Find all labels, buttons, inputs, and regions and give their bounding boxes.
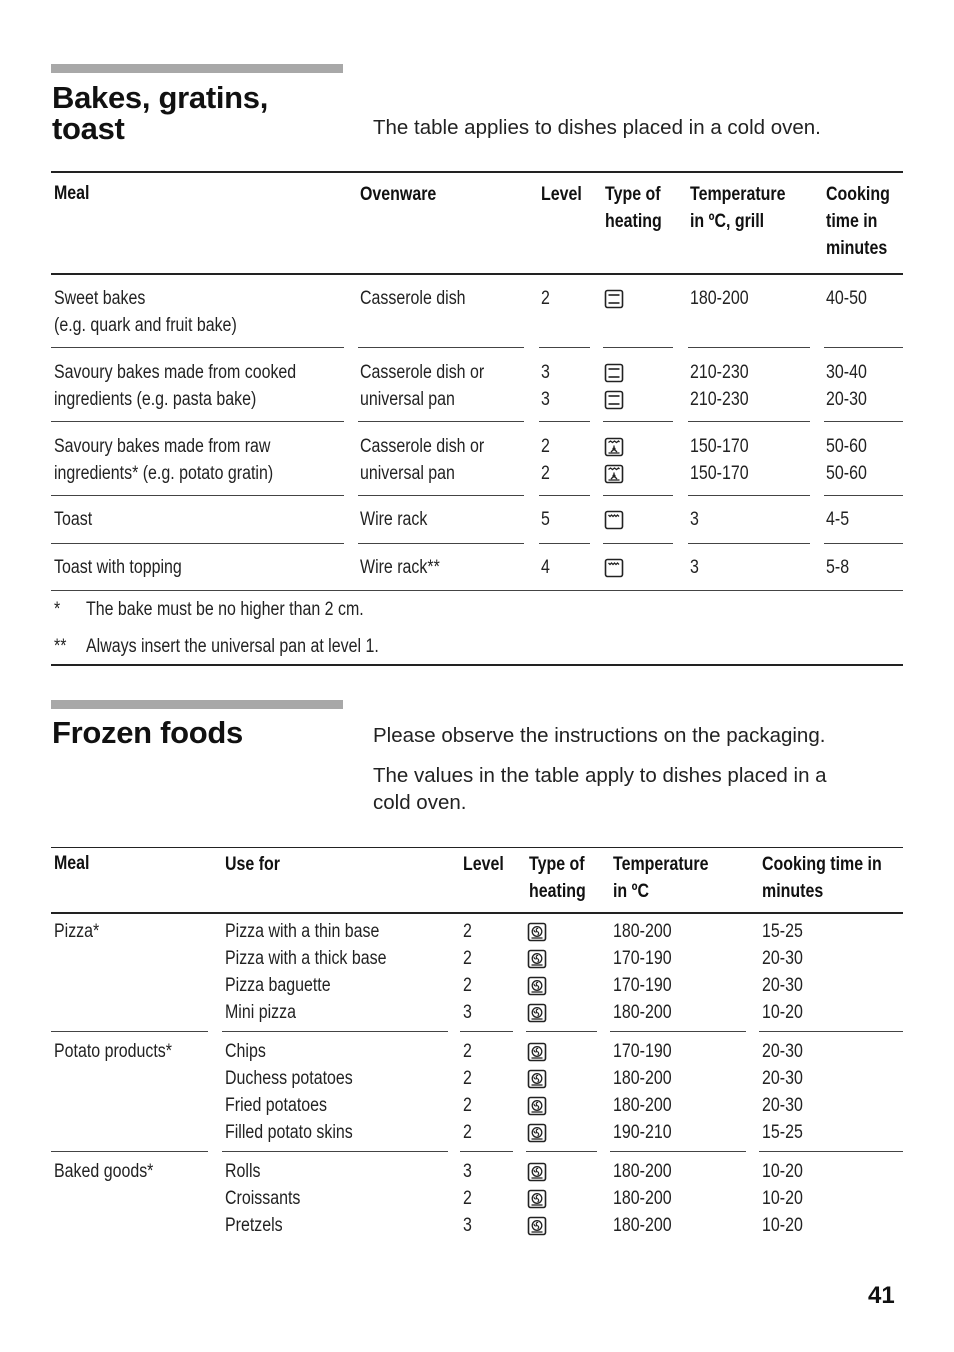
- cell-ovenware: Wire rack**: [360, 557, 440, 578]
- cell-use-for: Pizza baguette: [225, 975, 331, 996]
- header-line: Cooking: [826, 184, 890, 205]
- cell-cooking-time: 20-30: [762, 1068, 803, 1089]
- section-title-line: Bakes, gratins,: [52, 80, 269, 115]
- cell-ovenware: universal pan: [360, 388, 455, 410]
- header-line: in ºC, grill: [690, 210, 765, 232]
- cell-temps: 3: [690, 509, 699, 530]
- top-bottom-heat-icon: [604, 390, 624, 410]
- cell-levels: 3: [541, 388, 550, 410]
- cell-use-for: Mini pizza: [225, 1002, 296, 1023]
- cell-temperature: 170-190: [613, 948, 672, 969]
- top-bottom-heat-icon: [604, 289, 624, 309]
- cell-temperature: 180-200: [613, 1095, 672, 1116]
- row-separator: [688, 543, 810, 544]
- section-title-frozen: Frozen foods: [52, 715, 243, 750]
- cell-use-for: Filled potato skins: [225, 1122, 353, 1143]
- cell-times: 20-30: [826, 388, 867, 410]
- cell-use-for: Pizza with a thick base: [225, 948, 387, 969]
- row-separator: [539, 543, 590, 544]
- row-separator: [539, 347, 590, 348]
- hot-air-icon: [527, 1123, 547, 1143]
- frozen-intro-text: Please observe the instructions on the packaging.: [373, 724, 826, 747]
- section-title-line: toast: [52, 111, 125, 146]
- hot-air-icon: [527, 1162, 547, 1182]
- grill-icon: [604, 558, 624, 578]
- col-header-temperature: [690, 182, 785, 236]
- row-separator: [358, 421, 524, 422]
- cell-use-for: Croissants: [225, 1188, 301, 1209]
- hot-air-icon: [527, 1069, 547, 1089]
- hot-air-icon: [527, 922, 547, 942]
- cell-temps: 150-170: [690, 462, 749, 484]
- cell-level: 2: [463, 1068, 472, 1089]
- cell-cooking-time: 20-30: [762, 975, 803, 996]
- col-header-cooking-time: [826, 182, 890, 262]
- cell-cooking-time: 10-20: [762, 1002, 803, 1023]
- table-top-rule: [51, 171, 903, 173]
- row-separator: [824, 495, 903, 496]
- header-line: time in: [826, 210, 878, 232]
- hot-air-icon: [527, 1096, 547, 1116]
- hot-air-icon: [527, 1216, 547, 1236]
- row-separator: [51, 1151, 208, 1152]
- cell-cooking-time: 10-20: [762, 1188, 803, 1209]
- row-separator: [51, 347, 344, 348]
- cell-level: 2: [463, 1041, 472, 1062]
- cell-use-for: Duchess potatoes: [225, 1068, 353, 1089]
- row-separator: [610, 1151, 746, 1152]
- row-separator: [539, 495, 590, 496]
- row-separator: [824, 543, 903, 544]
- header-line: Type of: [605, 184, 661, 205]
- cell-temperature: 190-210: [613, 1122, 672, 1143]
- footnote-text: Always insert the universal pan at level 1.: [86, 636, 379, 657]
- cell-levels: 2: [541, 462, 550, 484]
- row-separator: [603, 347, 673, 348]
- header-line: Temperature: [613, 854, 709, 875]
- row-separator: [222, 1151, 448, 1152]
- row-separator: [526, 1151, 597, 1152]
- row-separator: [51, 1031, 208, 1032]
- cell-levels: 4: [541, 557, 550, 578]
- cell-temperature: 180-200: [613, 1188, 672, 1209]
- row-separator: [688, 347, 810, 348]
- row-separator: [460, 1031, 513, 1032]
- header-line: Temperature: [690, 184, 786, 205]
- cell-ovenware: Casserole dish or: [360, 436, 485, 457]
- header-line: heating: [605, 210, 662, 232]
- cell-meal: Pizza*: [54, 921, 100, 942]
- cell-times: 30-40: [826, 362, 867, 383]
- col-header-cooking-time: [762, 852, 882, 906]
- row-separator: [358, 347, 524, 348]
- cell-cooking-time: 10-20: [762, 1161, 803, 1182]
- row-separator: [526, 1031, 597, 1032]
- cell-meal: ingredients (e.g. pasta bake): [54, 388, 257, 410]
- cell-times: 50-60: [826, 436, 867, 457]
- header-line: Cooking time in: [762, 854, 882, 875]
- footnote-mark: **: [54, 636, 67, 657]
- row-separator: [759, 1031, 903, 1032]
- col-header-level: Level: [541, 184, 582, 205]
- cell-level: 3: [463, 1161, 472, 1182]
- row-separator: [51, 543, 344, 544]
- header-line: Type of: [529, 854, 585, 875]
- cell-levels: 3: [541, 362, 550, 383]
- cell-cooking-time: 20-30: [762, 1041, 803, 1062]
- cell-cooking-time: 20-30: [762, 948, 803, 969]
- footnote-text: The bake must be no higher than 2 cm.: [86, 599, 364, 620]
- hot-air-icon: [527, 1042, 547, 1062]
- cell-temps: 210-230: [690, 362, 749, 383]
- cell-temperature: 180-200: [613, 1002, 672, 1023]
- frozen-intro-text-2: [373, 762, 827, 816]
- cell-cooking-time: 15-25: [762, 921, 803, 942]
- header-line: minutes: [826, 237, 888, 259]
- cell-temperature: 170-190: [613, 1041, 672, 1062]
- col-header-heating: [529, 852, 586, 906]
- cell-level: 3: [463, 1002, 472, 1023]
- cell-level: 2: [463, 948, 472, 969]
- cell-use-for: Pizza with a thin base: [225, 921, 380, 942]
- section-end-rule: [51, 664, 903, 666]
- cell-times: 5-8: [826, 557, 850, 578]
- cell-level: 2: [463, 1188, 472, 1209]
- cell-ovenware: Casserole dish or: [360, 362, 485, 383]
- row-separator: [603, 543, 673, 544]
- col-header-temperature: [613, 852, 708, 906]
- row-separator: [688, 421, 810, 422]
- row-separator: [824, 421, 903, 422]
- cell-times: 50-60: [826, 462, 867, 484]
- cell-temps: 210-230: [690, 388, 749, 410]
- col-header-level: Level: [463, 854, 504, 875]
- header-line: in ºC: [613, 880, 649, 902]
- cell-cooking-time: 10-20: [762, 1215, 803, 1236]
- row-separator: [222, 1031, 448, 1032]
- cell-cooking-time: 20-30: [762, 1095, 803, 1116]
- cell-temperature: 180-200: [613, 1068, 672, 1089]
- cell-meal: Toast: [54, 509, 93, 530]
- col-header-heating: [605, 182, 662, 236]
- cell-cooking-time: 15-25: [762, 1122, 803, 1143]
- cell-use-for: Fried potatoes: [225, 1095, 328, 1116]
- col-header-meal: Meal: [54, 183, 90, 204]
- cell-use-for: Pretzels: [225, 1215, 283, 1236]
- row-separator: [358, 543, 524, 544]
- cell-level: 2: [463, 1095, 472, 1116]
- table-bottom-rule: [51, 590, 903, 591]
- row-separator: [460, 1151, 513, 1152]
- row-separator: [688, 495, 810, 496]
- row-separator: [824, 347, 903, 348]
- cell-meal: Baked goods*: [54, 1161, 154, 1182]
- col-header-ovenware: Ovenware: [360, 184, 437, 205]
- cell-times: 4-5: [826, 509, 850, 530]
- row-separator: [603, 421, 673, 422]
- hot-air-icon: [527, 976, 547, 996]
- intro-line: The values in the table apply to dishes placed in a: [373, 764, 827, 787]
- row-separator: [358, 495, 524, 496]
- cell-levels: 2: [541, 436, 550, 457]
- cell-meal: Sweet bakes: [54, 288, 146, 309]
- cell-meal: Potato products*: [54, 1041, 173, 1062]
- col-header-use-for: Use for: [225, 854, 280, 875]
- section-divider-bar: [51, 700, 343, 709]
- frozen-table-top-rule: [51, 847, 903, 848]
- hot-air-icon: [527, 1003, 547, 1023]
- cell-use-for: Chips: [225, 1041, 266, 1062]
- cell-ovenware: universal pan: [360, 462, 455, 484]
- cell-meal: Savoury bakes made from raw: [54, 436, 271, 457]
- row-separator: [603, 495, 673, 496]
- cell-temperature: 180-200: [613, 1215, 672, 1236]
- cell-temps: 180-200: [690, 288, 749, 309]
- cell-temperature: 180-200: [613, 1161, 672, 1182]
- cell-ovenware: Casserole dish: [360, 288, 466, 309]
- cell-temps: 150-170: [690, 436, 749, 457]
- cell-meal: ingredients* (e.g. potato gratin): [54, 462, 274, 484]
- header-line: heating: [529, 880, 586, 902]
- page-number: 41: [868, 1282, 895, 1309]
- cell-times: 40-50: [826, 288, 867, 309]
- header-bottom-rule: [51, 273, 903, 275]
- cell-meal: (e.g. quark and fruit bake): [54, 314, 237, 336]
- grill-icon: [604, 510, 624, 530]
- row-separator: [539, 421, 590, 422]
- row-separator: [759, 1151, 903, 1152]
- cell-ovenware: Wire rack: [360, 509, 428, 530]
- cell-level: 2: [463, 975, 472, 996]
- frozen-header-bottom-rule: [51, 912, 903, 914]
- cell-level: 3: [463, 1215, 472, 1236]
- fan-grill-icon: [604, 437, 624, 457]
- hot-air-icon: [527, 949, 547, 969]
- cell-temps: 3: [690, 557, 699, 578]
- col-header-meal: Meal: [54, 853, 90, 874]
- row-separator: [610, 1031, 746, 1032]
- hot-air-icon: [527, 1189, 547, 1209]
- cell-meal: Savoury bakes made from cooked: [54, 362, 297, 383]
- bakes-intro-text: The table applies to dishes placed in a cold oven.: [373, 116, 821, 139]
- row-separator: [51, 495, 344, 496]
- footnote-mark: *: [54, 599, 61, 620]
- section-divider-bar: [51, 64, 343, 73]
- cell-use-for: Rolls: [225, 1161, 261, 1182]
- top-bottom-heat-icon: [604, 363, 624, 383]
- row-separator: [51, 421, 344, 422]
- cell-level: 2: [463, 1122, 472, 1143]
- header-line: minutes: [762, 880, 824, 902]
- cell-temperature: 180-200: [613, 921, 672, 942]
- cell-temperature: 170-190: [613, 975, 672, 996]
- fan-grill-icon: [604, 464, 624, 484]
- cell-meal: Toast with topping: [54, 557, 182, 578]
- cell-levels: 2: [541, 288, 550, 309]
- cell-levels: 5: [541, 509, 550, 530]
- cell-level: 2: [463, 921, 472, 942]
- intro-line: cold oven.: [373, 791, 467, 814]
- section-title-bakes: [52, 82, 268, 144]
